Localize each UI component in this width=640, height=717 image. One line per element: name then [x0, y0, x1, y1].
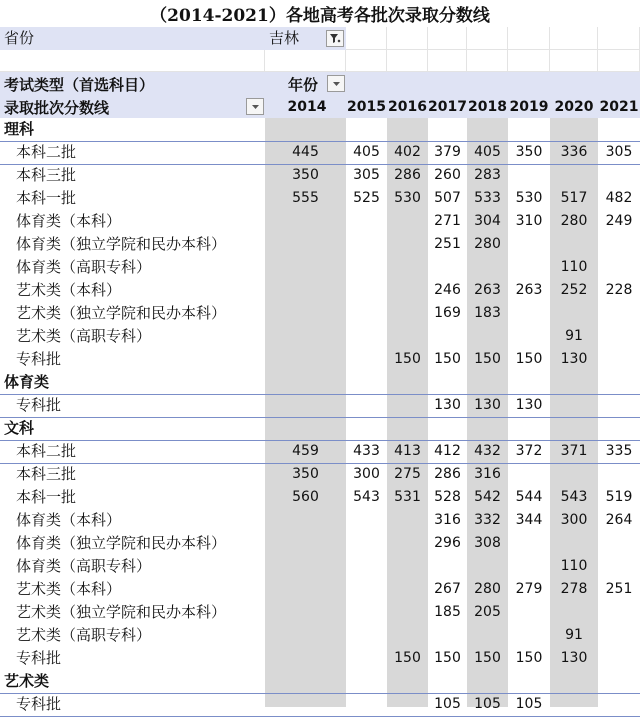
score-cell: 507 — [434, 190, 461, 206]
score-cell — [508, 302, 550, 325]
score-cell — [598, 693, 640, 716]
filter-funnel-icon[interactable] — [326, 30, 344, 47]
category-label: 体育类 — [4, 373, 50, 391]
table-row — [0, 532, 640, 555]
score-cell — [428, 670, 467, 693]
score-cell: 335 — [605, 443, 633, 459]
score-cell — [387, 601, 428, 624]
score-cell — [550, 670, 598, 693]
score-cell: 278 — [560, 581, 588, 597]
category-row — [0, 371, 640, 394]
grid-cell — [428, 27, 467, 50]
score-cell — [467, 417, 508, 440]
score-cell: 517 — [560, 190, 588, 206]
score-cell: 531 — [394, 489, 421, 505]
score-cell — [428, 555, 467, 578]
score-cell — [598, 417, 640, 440]
batch-label: 体育类（高职专科） — [16, 557, 152, 575]
score-cell — [550, 394, 598, 417]
score-cell — [346, 256, 387, 279]
score-cell: 280 — [474, 581, 501, 597]
score-cell — [346, 302, 387, 325]
score-cell — [346, 693, 387, 716]
table-row — [0, 348, 640, 371]
grid-cell — [387, 27, 428, 50]
score-cell — [346, 279, 387, 302]
score-cell: 445 — [292, 144, 319, 160]
grid-cell — [346, 50, 387, 72]
filter-label: 省份 — [0, 27, 265, 50]
score-cell — [508, 118, 550, 141]
batch-label: 专科批 — [16, 649, 62, 667]
table-row — [0, 440, 640, 463]
score-cell — [346, 417, 387, 440]
table-row — [0, 601, 640, 624]
score-cell: 150 — [394, 351, 421, 367]
score-cell: 459 — [292, 443, 319, 459]
table-row — [0, 578, 640, 601]
score-cell: 264 — [605, 512, 633, 528]
score-cell: 130 — [560, 650, 588, 666]
year-header: 2016 — [388, 99, 427, 115]
batch-label: 艺术类（高职专科） — [16, 626, 152, 644]
batch-label: 体育类（本科） — [16, 511, 122, 529]
year-header: 2017 — [428, 99, 467, 115]
table-row — [0, 164, 640, 187]
score-cell: 519 — [605, 489, 633, 505]
score-cell — [387, 302, 428, 325]
grid-cell — [467, 50, 508, 72]
score-cell: 372 — [515, 443, 543, 459]
batch-label: 艺术类（本科） — [16, 281, 122, 299]
score-cell — [550, 417, 598, 440]
category-row — [0, 118, 640, 141]
score-cell — [387, 624, 428, 647]
table-row — [0, 302, 640, 325]
score-cell: 316 — [434, 512, 461, 528]
score-cell: 130 — [434, 397, 461, 413]
batch-label: 本科三批 — [16, 465, 77, 483]
score-cell: 271 — [434, 213, 461, 229]
batch-label: 艺术类（独立学院和民办本科） — [16, 304, 227, 322]
score-cell — [346, 647, 387, 670]
score-cell — [598, 532, 640, 555]
row-divider — [0, 164, 640, 165]
score-cell: 130 — [474, 397, 501, 413]
score-cell — [346, 394, 387, 417]
score-cell — [387, 394, 428, 417]
score-cell — [550, 601, 598, 624]
batch-label: 体育类（本科） — [16, 212, 122, 230]
score-cell: 286 — [434, 466, 461, 482]
score-cell — [387, 279, 428, 302]
table-row — [0, 187, 640, 210]
grid-cell — [550, 27, 598, 50]
score-cell — [346, 601, 387, 624]
year-header: 2018 — [468, 99, 507, 115]
score-cell: 130 — [515, 397, 543, 413]
score-cell — [387, 417, 428, 440]
category-row — [0, 670, 640, 693]
chevron-down-icon[interactable] — [246, 98, 264, 115]
score-cell: 402 — [394, 144, 421, 160]
score-cell: 350 — [515, 144, 543, 160]
row-field-type: 考试类型（首选科目） — [4, 76, 155, 94]
category-label: 文科 — [4, 419, 35, 437]
batch-label: 本科二批 — [16, 442, 77, 460]
year-header: 2015 — [347, 99, 386, 115]
score-cell — [508, 256, 550, 279]
score-cell — [265, 670, 346, 693]
score-cell: 91 — [565, 328, 583, 344]
score-cell — [265, 693, 346, 716]
score-cell — [467, 256, 508, 279]
score-cell — [467, 624, 508, 647]
score-cell: 379 — [434, 144, 461, 160]
score-cell — [346, 210, 387, 233]
score-cell — [387, 256, 428, 279]
table-row — [0, 233, 640, 256]
year-header: 2019 — [509, 99, 549, 115]
score-cell — [387, 670, 428, 693]
score-cell: 205 — [474, 604, 501, 620]
batch-label: 体育类（独立学院和民办本科） — [16, 235, 227, 253]
score-cell: 371 — [560, 443, 588, 459]
col-field-year: 年份 — [288, 76, 319, 94]
score-cell: 300 — [353, 466, 380, 482]
score-cell — [550, 118, 598, 141]
score-cell — [265, 578, 346, 601]
table-row — [0, 463, 640, 486]
score-cell — [508, 555, 550, 578]
score-cell: 150 — [474, 351, 501, 367]
score-cell — [598, 302, 640, 325]
score-cell — [265, 256, 346, 279]
score-cell — [346, 348, 387, 371]
score-cell — [387, 371, 428, 394]
score-cell: 280 — [474, 236, 501, 252]
grid-cell — [508, 50, 550, 72]
score-cell — [428, 624, 467, 647]
year-header: 2014 — [287, 99, 327, 115]
score-cell — [467, 555, 508, 578]
score-cell — [598, 325, 640, 348]
score-cell — [508, 371, 550, 394]
table-row — [0, 210, 640, 233]
score-cell: 150 — [434, 650, 461, 666]
page-title: （2014-2021）各地高考各批次录取分数线 — [150, 6, 490, 26]
score-cell — [467, 325, 508, 348]
score-cell — [550, 164, 598, 187]
score-cell: 336 — [560, 144, 588, 160]
score-cell — [598, 624, 640, 647]
score-cell: 91 — [565, 627, 583, 643]
score-cell: 544 — [515, 489, 543, 505]
score-cell: 350 — [292, 167, 319, 183]
score-cell — [346, 371, 387, 394]
score-cell: 150 — [434, 351, 461, 367]
score-cell — [598, 348, 640, 371]
score-cell — [508, 233, 550, 256]
batch-label: 本科一批 — [16, 488, 77, 506]
score-cell — [508, 624, 550, 647]
score-cell — [265, 555, 346, 578]
batch-label: 专科批 — [16, 695, 62, 713]
batch-label: 艺术类（本科） — [16, 580, 122, 598]
score-cell: 308 — [474, 535, 501, 551]
score-cell — [467, 670, 508, 693]
score-cell: 252 — [560, 282, 588, 298]
score-cell: 283 — [474, 167, 501, 183]
grid-cell — [428, 50, 467, 72]
score-cell: 263 — [515, 282, 543, 298]
score-cell — [508, 417, 550, 440]
table-row — [0, 555, 640, 578]
score-cell: 344 — [515, 512, 543, 528]
batch-label: 艺术类（高职专科） — [16, 327, 152, 345]
score-cell — [346, 325, 387, 348]
score-cell: 555 — [292, 190, 319, 206]
grid-cell — [387, 50, 428, 72]
score-cell: 533 — [474, 190, 501, 206]
table-row — [0, 141, 640, 164]
score-cell — [467, 371, 508, 394]
score-cell: 150 — [515, 650, 543, 666]
year-chevron-down-icon[interactable] — [327, 75, 345, 92]
score-cell — [265, 233, 346, 256]
score-cell — [346, 578, 387, 601]
row-divider — [0, 463, 640, 464]
score-cell: 279 — [515, 581, 543, 597]
score-cell — [508, 325, 550, 348]
score-cell — [346, 233, 387, 256]
score-cell: 246 — [434, 282, 461, 298]
score-cell: 130 — [560, 351, 588, 367]
category-row — [0, 417, 640, 440]
table-row — [0, 325, 640, 348]
score-cell: 228 — [605, 282, 633, 298]
score-cell — [346, 118, 387, 141]
grid-cell — [598, 27, 640, 50]
batch-label: 本科一批 — [16, 189, 77, 207]
score-cell — [265, 371, 346, 394]
score-cell — [428, 371, 467, 394]
grid-cell — [467, 27, 508, 50]
score-cell: 432 — [474, 443, 501, 459]
row-divider — [0, 417, 640, 418]
score-cell — [550, 532, 598, 555]
score-cell: 530 — [394, 190, 421, 206]
filter-value-text: 吉林 — [269, 29, 300, 47]
score-cell — [387, 118, 428, 141]
score-cell — [428, 325, 467, 348]
score-cell: 332 — [474, 512, 501, 528]
grid-cell — [508, 27, 550, 50]
score-cell: 263 — [474, 282, 501, 298]
batch-label: 本科三批 — [16, 166, 77, 184]
score-cell: 251 — [434, 236, 461, 252]
score-cell — [598, 233, 640, 256]
grid-cell — [346, 27, 387, 50]
score-cell: 267 — [434, 581, 461, 597]
score-cell — [598, 371, 640, 394]
score-cell — [265, 532, 346, 555]
score-cell: 110 — [560, 259, 588, 275]
score-cell: 105 — [515, 696, 543, 712]
score-cell — [508, 670, 550, 693]
score-cell — [346, 555, 387, 578]
score-cell: 105 — [474, 696, 501, 712]
grid-cell — [265, 50, 346, 72]
score-cell — [265, 302, 346, 325]
score-cell — [387, 509, 428, 532]
score-cell: 433 — [353, 443, 380, 459]
table-row — [0, 693, 640, 716]
table-row — [0, 279, 640, 302]
table-row — [0, 486, 640, 509]
score-cell — [346, 509, 387, 532]
category-label: 艺术类 — [4, 672, 50, 690]
score-cell — [428, 118, 467, 141]
grid-cell — [0, 50, 265, 72]
table-row — [0, 647, 640, 670]
score-cell: 249 — [605, 213, 633, 229]
score-cell: 405 — [474, 144, 501, 160]
score-cell — [265, 417, 346, 440]
score-cell: 528 — [434, 489, 461, 505]
score-cell — [387, 233, 428, 256]
score-cell — [598, 394, 640, 417]
table-row — [0, 394, 640, 417]
score-cell: 150 — [515, 351, 543, 367]
score-cell: 543 — [560, 489, 588, 505]
score-cell — [265, 509, 346, 532]
score-cell — [598, 601, 640, 624]
score-cell: 105 — [434, 696, 461, 712]
table-row — [0, 624, 640, 647]
score-cell — [598, 555, 640, 578]
score-cell — [598, 647, 640, 670]
score-cell: 183 — [474, 305, 501, 321]
score-cell: 300 — [560, 512, 588, 528]
batch-label: 艺术类（独立学院和民办本科） — [16, 603, 227, 621]
score-cell — [265, 394, 346, 417]
score-cell — [265, 325, 346, 348]
score-cell — [265, 118, 346, 141]
score-cell: 296 — [434, 535, 461, 551]
score-cell — [387, 210, 428, 233]
batch-label: 专科批 — [16, 350, 62, 368]
grid-cell — [598, 50, 640, 72]
score-cell — [428, 256, 467, 279]
score-cell: 525 — [353, 190, 380, 206]
score-cell: 560 — [292, 489, 319, 505]
score-cell: 280 — [560, 213, 588, 229]
score-cell: 150 — [394, 650, 421, 666]
score-cell: 304 — [474, 213, 501, 229]
score-cell — [550, 693, 598, 716]
score-cell — [508, 463, 550, 486]
table-row — [0, 509, 640, 532]
score-cell — [265, 279, 346, 302]
score-cell: 286 — [394, 167, 421, 183]
score-cell — [598, 256, 640, 279]
score-cell — [387, 532, 428, 555]
score-cell: 251 — [605, 581, 633, 597]
score-cell — [550, 463, 598, 486]
batch-label: 体育类（高职专科） — [16, 258, 152, 276]
score-cell — [387, 325, 428, 348]
year-header: 2021 — [599, 99, 639, 115]
score-cell: 310 — [515, 213, 543, 229]
score-cell — [598, 670, 640, 693]
score-cell — [265, 210, 346, 233]
score-cell: 530 — [515, 190, 543, 206]
score-cell — [598, 118, 640, 141]
score-cell — [550, 233, 598, 256]
score-cell — [265, 348, 346, 371]
score-cell: 542 — [474, 489, 501, 505]
score-cell — [387, 578, 428, 601]
score-cell: 305 — [353, 167, 380, 183]
score-cell: 482 — [605, 190, 633, 206]
table-row — [0, 256, 640, 279]
score-cell — [550, 371, 598, 394]
score-cell: 260 — [434, 167, 461, 183]
batch-label: 体育类（独立学院和民办本科） — [16, 534, 227, 552]
score-cell — [346, 670, 387, 693]
score-cell — [387, 555, 428, 578]
score-cell: 412 — [434, 443, 461, 459]
row-field-batch: 录取批次分数线 — [4, 99, 110, 117]
year-header: 2020 — [554, 99, 594, 115]
score-cell — [508, 164, 550, 187]
score-cell: 169 — [434, 305, 461, 321]
score-cell: 150 — [474, 650, 501, 666]
score-cell — [265, 601, 346, 624]
score-cell: 405 — [353, 144, 380, 160]
score-cell: 275 — [394, 466, 421, 482]
score-cell: 543 — [353, 489, 380, 505]
score-cell: 316 — [474, 466, 501, 482]
category-label: 理科 — [4, 120, 35, 138]
score-cell — [346, 624, 387, 647]
score-cell — [598, 463, 640, 486]
batch-label: 本科二批 — [16, 143, 77, 161]
grid-cell — [550, 50, 598, 72]
score-cell: 305 — [605, 144, 633, 160]
score-cell: 185 — [434, 604, 461, 620]
score-cell — [265, 647, 346, 670]
score-cell — [265, 624, 346, 647]
score-cell — [467, 118, 508, 141]
score-cell — [550, 302, 598, 325]
score-cell — [387, 693, 428, 716]
score-cell: 110 — [560, 558, 588, 574]
score-cell — [346, 532, 387, 555]
score-cell — [598, 164, 640, 187]
score-cell — [428, 417, 467, 440]
batch-label: 专科批 — [16, 396, 62, 414]
score-cell: 350 — [292, 466, 319, 482]
score-cell: 413 — [394, 443, 421, 459]
score-cell — [508, 601, 550, 624]
score-cell — [508, 532, 550, 555]
